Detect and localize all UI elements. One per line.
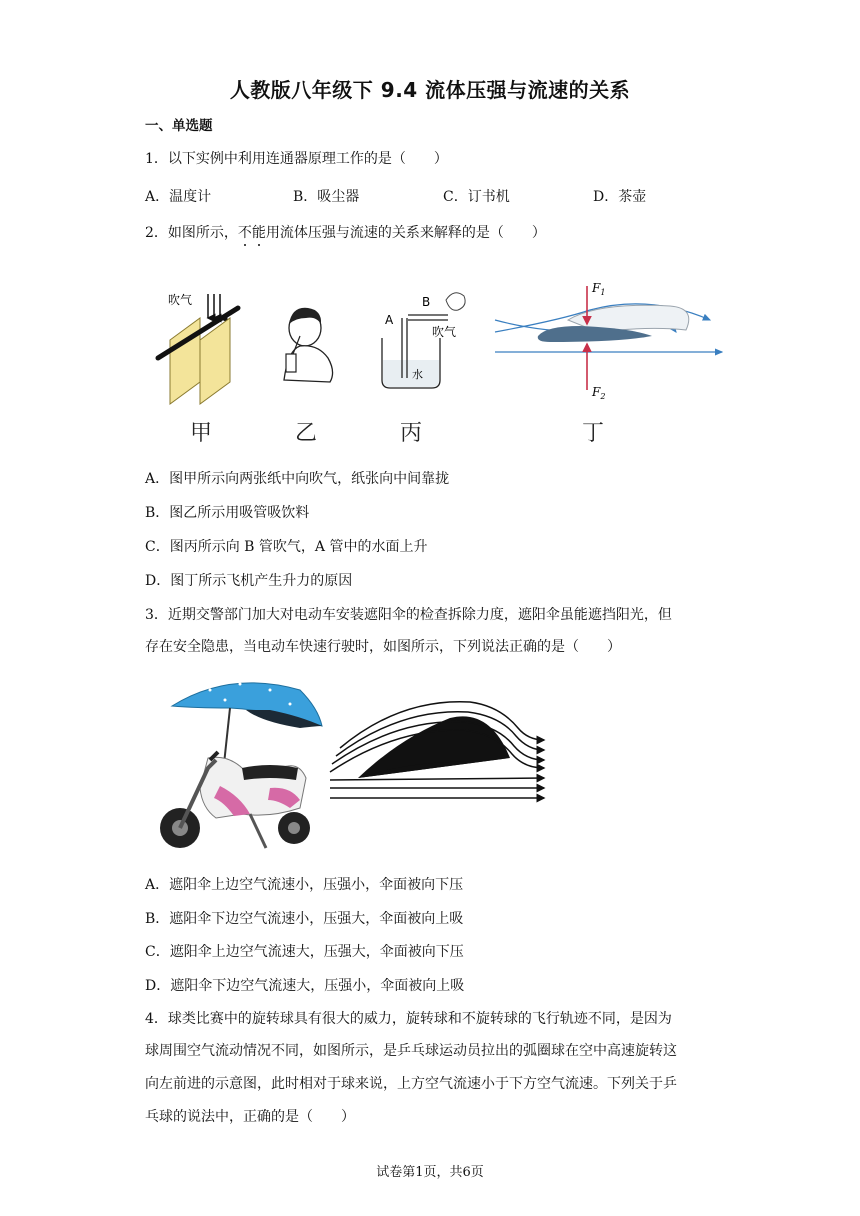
q2-stem-pre: 2．如图所示， (145, 225, 238, 241)
q1-option-d: D．茶壶 (593, 189, 647, 205)
q3-figure (150, 668, 560, 858)
figure-yi (284, 308, 333, 446)
q3-option-b: B．遮阳伞下边空气流速小，压强大，伞面被向上吸 (145, 911, 464, 927)
umbrella-pole (224, 708, 230, 764)
question-1-stem: 1．以下实例中利用连通器原理工作的是（ ） (145, 151, 448, 167)
q2-stem-emphasis-2: 能 (251, 225, 266, 241)
label-blow-tube: 吹气 (432, 325, 457, 339)
q2-option-b: B．图乙所示用吸管吸饮料 (145, 505, 310, 521)
question-3-stem-line-1: 3．近期交警部门加大对电动车安装遮阳伞的检查拆除力度，遮阳伞虽能遮挡阳光，但 (145, 607, 672, 623)
q2-figure (150, 280, 730, 450)
umbrella-cross-section (358, 716, 510, 778)
figure-jia (158, 292, 238, 446)
umbrella-airflow-diagram (330, 702, 544, 798)
label-water: 水 (412, 368, 423, 381)
question-2-stem (145, 222, 546, 242)
question-4-stem-line-3: 向左前进的示意图，此时相对于球来说，上方空气流速小于下方空气流速。下列关于乒 (145, 1076, 677, 1092)
q3-option-a: A．遮阳伞上边空气流速小，压强小，伞面被向下压 (145, 877, 464, 893)
question-3-stem-line-2: 存在安全隐患，当电动车快速行驶时，如图所示，下列说法正确的是（ ） (145, 639, 621, 655)
label-blow: 吹气 (168, 293, 193, 307)
page-title: 人教版八年级下 9.4 流体压强与流速的关系 (229, 78, 631, 102)
label-f1: $F_1$ (592, 281, 606, 297)
q1-option-c: C．订书机 (443, 189, 510, 205)
caption-ding: 丁 (582, 421, 605, 446)
paper-sheet-left (170, 318, 200, 404)
q2-stem-post: 用流体压强与流速的关系来解释的是（ ） (265, 225, 546, 241)
q3-option-c: C．遮阳伞上边空气流速大，压强大，伞面被向下压 (145, 944, 464, 960)
label-f2: $F_2$ (592, 385, 606, 401)
question-4-stem-line-2: 球周围空气流动情况不同，如图所示，是乒乓球运动员拉出的弧圈球在空中高速旋转这 (145, 1043, 677, 1059)
scooter-seat (242, 765, 298, 780)
face-sketch (446, 293, 465, 310)
question-4-stem-line-1: 4．球类比赛中的旋转球具有很大的威力，旋转球和不旋转球的飞行轨迹不同，是因为 (145, 1011, 672, 1027)
airflow-line-5 (330, 778, 544, 780)
q2-option-c: C．图丙所示向 B 管吹气，A 管中的水面上升 (145, 539, 428, 555)
section-heading: 一、单选题 (145, 118, 213, 134)
scooter-with-umbrella (160, 683, 322, 849)
question-4-stem-line-4: 乓球的说法中，正确的是（ ） (145, 1109, 355, 1125)
q1-option-a: A．温度计 (145, 189, 212, 205)
label-tube-b: B (422, 295, 431, 309)
caption-jia: 甲 (190, 421, 213, 446)
drink-cup (286, 354, 296, 372)
caption-bing: 丙 (400, 421, 423, 446)
q3-option-d: D．遮阳伞下边空气流速大，压强小，伞面被向上吸 (145, 978, 465, 994)
figure-bing (382, 293, 465, 446)
figure-ding (495, 281, 722, 446)
page-footer: 试卷第1页，共6页 (376, 1165, 484, 1180)
q2-stem-emphasis-1: 不 (237, 225, 252, 241)
q2-option-a: A．图甲所示向两张纸中向吹气，纸张向中间靠拢 (145, 471, 450, 487)
q1-option-b: B．吸尘器 (293, 189, 360, 205)
beaker-water (383, 360, 439, 387)
q2-option-d: D．图丁所示飞机产生升力的原因 (145, 573, 353, 589)
caption-yi: 乙 (295, 421, 318, 446)
label-tube-a: A (385, 313, 394, 327)
